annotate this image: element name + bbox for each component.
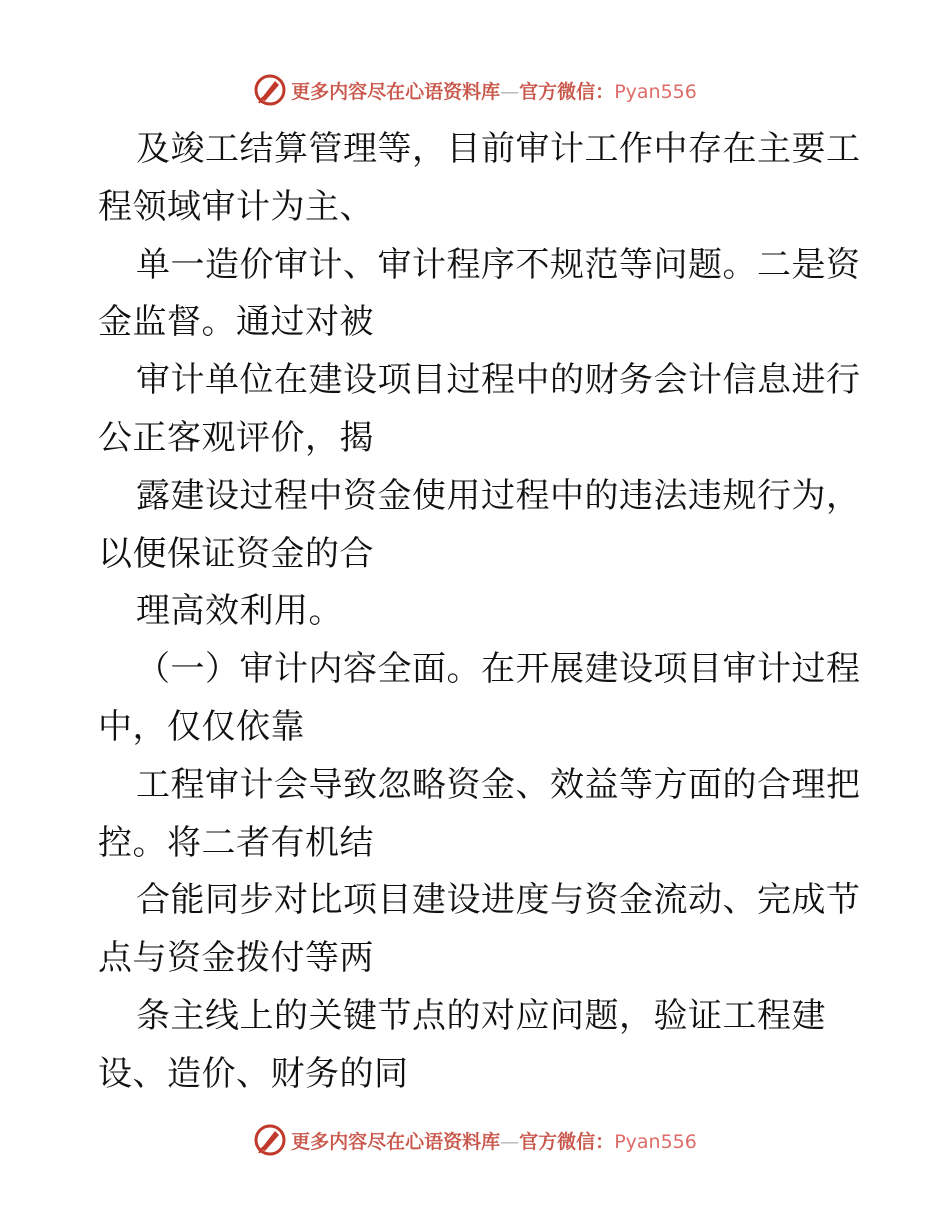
document-body [98, 121, 861, 1104]
watermark-official: 官方微信： [519, 80, 615, 103]
text-line: 中，仅仅依靠 [98, 706, 305, 747]
watermark-id: Pyan556 [614, 80, 697, 103]
text-line: 点与资金拨付等两 [98, 938, 374, 979]
text-line: 控。将二者有机结 [98, 822, 374, 863]
watermark-dash: — [500, 1130, 520, 1153]
watermark-dash: — [500, 80, 520, 103]
text-line: 及竣工结算管理等，目前审计工作中存在主要工 [136, 129, 861, 169]
watermark-brand: 更多内容尽在心语资料库 [291, 1130, 501, 1153]
watermark-text [291, 1127, 697, 1154]
text-line: （一）审计内容全面。在开展建设项目审计过程 [136, 649, 861, 690]
text-line: 理高效利用。 [136, 591, 343, 632]
text-line: 设、造价、财务的同 [98, 1053, 409, 1094]
watermark-official: 官方微信： [519, 1130, 615, 1153]
watermark-text [291, 77, 697, 104]
text-line: 露建设过程中资金使用过程中的违法违规行为， [136, 475, 861, 516]
watermark-header [0, 72, 950, 108]
watermark-id: Pyan556 [614, 1130, 697, 1153]
text-line: 金监督。通过对被 [98, 302, 374, 343]
text-line: 程领域审计为主、 [98, 186, 374, 227]
text-line: 合能同步对比项目建设进度与资金流动、完成节 [136, 880, 861, 921]
text-line: 条主线上的关键节点的对应问题，验证工程建 [136, 995, 826, 1036]
quill-circle-icon [253, 1123, 287, 1157]
text-line: 以便保证资金的合 [98, 533, 374, 574]
watermark-footer [0, 1122, 950, 1158]
quill-circle-icon [253, 73, 287, 107]
text-line: 审计单位在建设项目过程中的财务会计信息进行 [136, 360, 861, 401]
watermark-brand: 更多内容尽在心语资料库 [291, 80, 501, 103]
text-line: 公正客观评价，揭 [98, 417, 374, 458]
text-line: 工程审计会导致忽略资金、效益等方面的合理把 [136, 764, 861, 805]
text-line: 单一造价审计、审计程序不规范等问题。二是资 [136, 244, 861, 285]
